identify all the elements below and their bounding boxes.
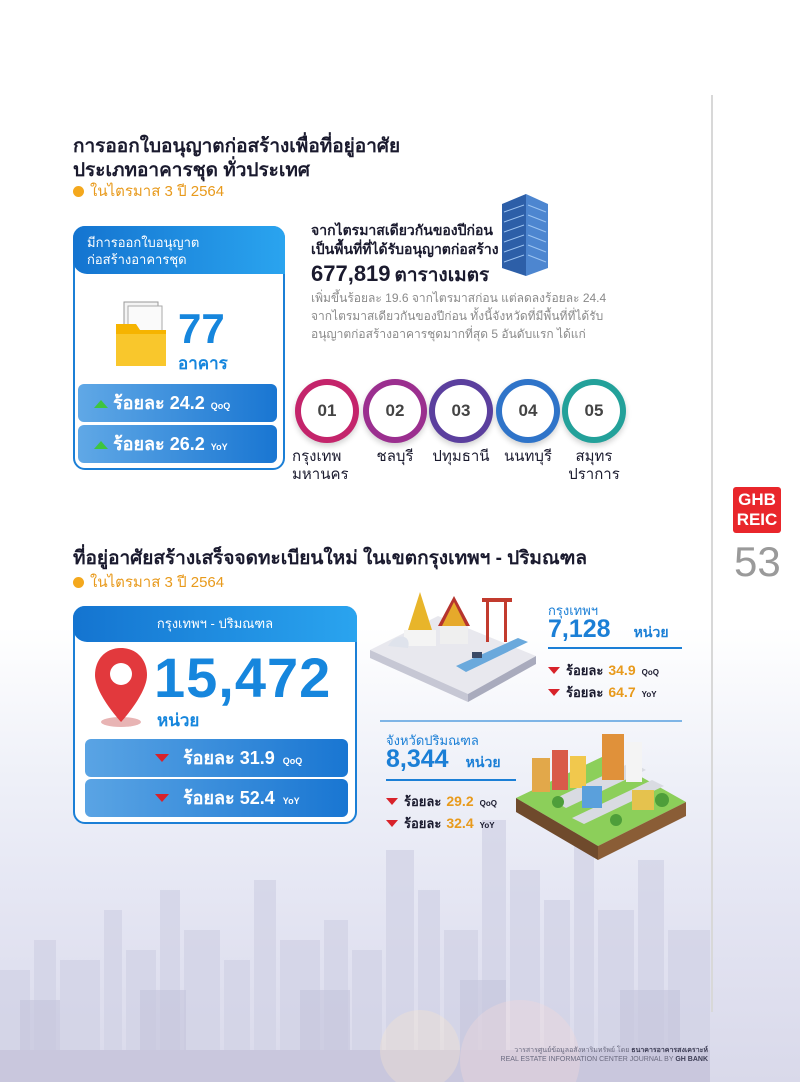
rank-circle-4: 04 [502, 385, 554, 437]
area-value: 677,819 ตารางเมตร [311, 261, 490, 286]
bkk-value-row [548, 615, 669, 644]
completed-card-header: กรุงเทพฯ - ปริมณฑล [73, 606, 357, 642]
bkk-qoq: ร้อยละ 34.9 QoQ [548, 660, 659, 681]
vicinity-qoq: ร้อยละ 29.2 QoQ [386, 791, 497, 812]
down-arrow-icon [548, 667, 560, 674]
rank-circle-1: 01 [301, 385, 353, 437]
bkk-divider [548, 647, 682, 649]
province-2: ชลบุรี [376, 448, 414, 465]
ghb-reic-logo: GHB REIC [733, 487, 781, 533]
section2-title: ที่อยู่อาศัยสร้างเสร็จจดทะเบียนใหม่ ในเขตกรุงเทพฯ - ปริมณฑล [73, 548, 588, 569]
vicinity-unit: หน่วย [465, 754, 501, 770]
vicinity-name: จังหวัดปริมณฑล [386, 733, 479, 748]
vicinity-value-row [386, 745, 501, 774]
permit-yoy-badge: ร้อยละ 26.2 YoY [78, 425, 277, 463]
province-5: สมุทร ปราการ [568, 448, 620, 483]
permit-count: 77 [178, 305, 225, 352]
rank-circle-5: 05 [568, 385, 620, 437]
down-arrow-icon [155, 754, 169, 762]
completed-yoy-badge: ร้อยละ 52.4 YoY [85, 779, 348, 817]
down-arrow-icon [548, 689, 560, 696]
page-divider [711, 95, 713, 1012]
housing-illustration [512, 728, 688, 862]
bkk-name: กรุงเทพฯ [548, 603, 599, 618]
rank-circle-2: 02 [369, 385, 421, 437]
bkk-unit: หน่วย [633, 624, 669, 640]
completed-total-unit: หน่วย [157, 711, 200, 730]
completed-qoq-badge: ร้อยละ 31.9 QoQ [85, 739, 348, 777]
completed-total: 15,472 [154, 646, 332, 709]
rank-circle-3: 03 [435, 385, 487, 437]
permit-count-unit: อาคาร [178, 354, 228, 373]
bullet-dot-icon [73, 577, 84, 588]
down-arrow-icon [155, 794, 169, 802]
permit-card-header: มีการออกใบอนุญาต ก่อสร้างอาคารชุด [73, 226, 285, 274]
province-3: ปทุมธานี [432, 448, 490, 465]
building-icon [496, 192, 552, 278]
section2-period: ในไตรมาส 3 ปี 2564 [73, 570, 224, 594]
province-4: นนทบุรี [504, 448, 552, 465]
vicinity-divider [386, 779, 516, 781]
area-intro: จากไตรมาสเดียวกันของปีก่อน เป็นพื้นที่ที่ได้รับอนุญาตก่อสร้าง [311, 222, 499, 257]
folder-icon [114, 300, 170, 370]
permit-qoq-badge: ร้อยละ 24.2 QoQ [78, 384, 277, 422]
page-number: 53 [734, 538, 781, 585]
section1-title: การออกใบอนุญาตก่อสร้างเพื่อที่อยู่อาศัย ประเภทอาคารชุด ทั่วประเทศ [73, 136, 401, 181]
area-note: เพิ่มขึ้นร้อยละ 19.6 จากไตรมาสก่อน แต่ลดลงร้อยละ 24.4 จากไตรมาสเดียวกันของปีก่อน ทั้งนี้จังหวัดที่มีพื้นที่ที่ได้รับ อนุญาตก่อสร้างอาคารชุดมากที่สุด 5 อันดับแรก ได้แก่ [311, 291, 607, 341]
down-arrow-icon [386, 798, 398, 805]
province-1: กรุงเทพ มหานคร [292, 448, 349, 483]
bullet-dot-icon [73, 186, 84, 197]
location-pin-icon [92, 646, 150, 728]
up-arrow-icon [94, 441, 108, 449]
vicinity-yoy: ร้อยละ 32.4 YoY [386, 813, 495, 834]
bkk-yoy: ร้อยละ 64.7 YoY [548, 682, 657, 703]
temple-illustration [368, 586, 538, 704]
region-divider [380, 720, 682, 722]
up-arrow-icon [94, 400, 108, 408]
vicinity-value: 8,344 [386, 745, 449, 773]
down-arrow-icon [386, 820, 398, 827]
section1-period: ในไตรมาส 3 ปี 2564 [73, 179, 224, 203]
footer-credit: วารสารศูนย์ข้อมูลอสังหาริมทรัพย์ โดย ธนาคารอาคารสงเคราะห์ REAL ESTATE INFORMATION CENTER JOURNAL BY GH BANK [500, 1047, 708, 1063]
bkk-value: 7,128 [548, 615, 611, 643]
